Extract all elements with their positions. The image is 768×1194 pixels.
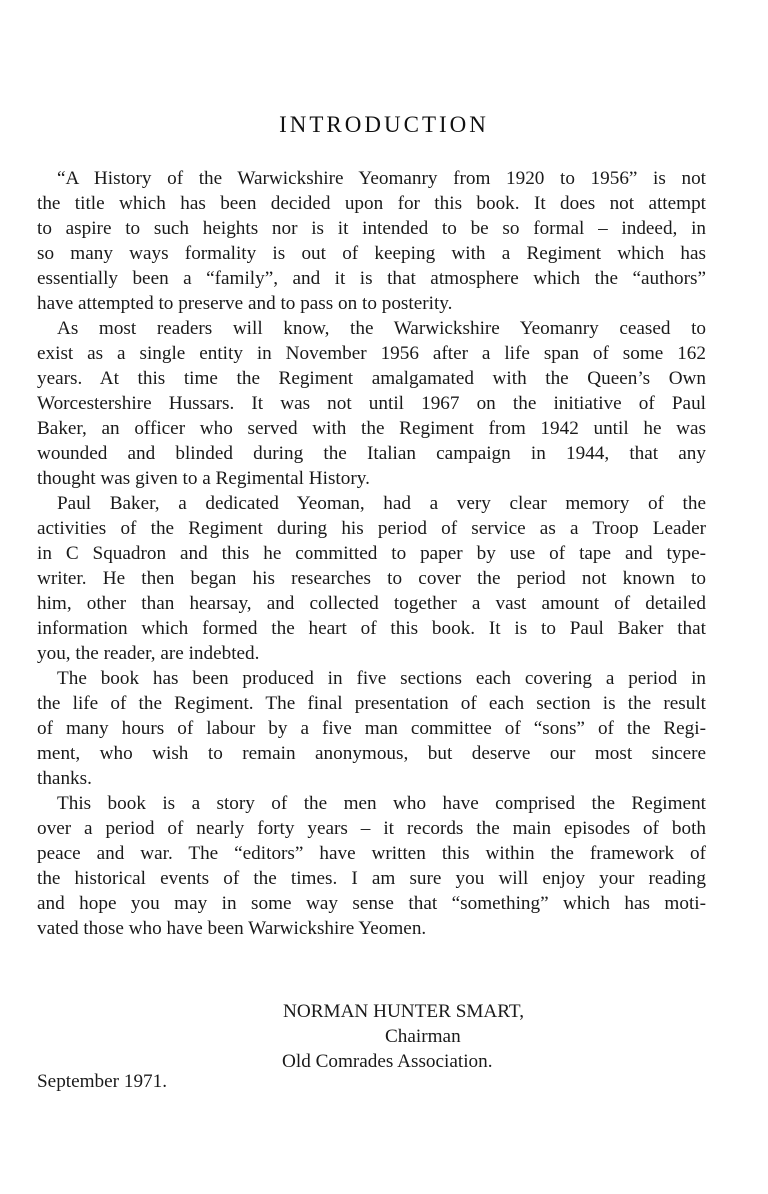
paragraph-line: in C Squadron and this he committed to paper by use of tape and type- bbox=[37, 543, 706, 564]
paragraph-line: the life of the Regiment. The final presentation of each section is the result bbox=[37, 693, 706, 714]
paragraph-line: writer. He then began his researches to cover the period not known to bbox=[37, 568, 706, 589]
document-date: September 1971. bbox=[37, 1071, 168, 1092]
paragraph-line: As most readers will know, the Warwickshire Yeomanry ceased to bbox=[57, 318, 706, 339]
paragraph bbox=[37, 166, 706, 316]
paragraph-line: information which formed the heart of this book. It is to Paul Baker that bbox=[37, 618, 706, 639]
paragraph-line: “A History of the Warwickshire Yeomanry from 1920 to 1956” is not bbox=[57, 168, 706, 189]
signatory-name: NORMAN HUNTER SMART, bbox=[283, 1001, 525, 1022]
paragraph bbox=[37, 666, 706, 791]
paragraph-line: activities of the Regiment during his period of service as a Troop Leader bbox=[37, 518, 706, 539]
paragraph-line: the historical events of the times. I am sure you will enjoy your reading bbox=[37, 868, 706, 889]
paragraph-line: so many ways formality is out of keeping with a Regiment which has bbox=[37, 243, 706, 264]
page-title: INTRODUCTION bbox=[279, 112, 489, 137]
paragraph-line: thought was given to a Regimental History. bbox=[37, 468, 370, 489]
paragraph-line: thanks. bbox=[37, 768, 92, 789]
paragraph-line: This book is a story of the men who have comprised the Regiment bbox=[57, 793, 706, 814]
paragraph-line: Baker, an officer who served with the Regiment from 1942 until he was bbox=[37, 418, 706, 439]
paragraph-line: years. At this time the Regiment amalgamated with the Queen’s Own bbox=[37, 368, 706, 389]
paragraph-line: The book has been produced in five sections each covering a period in bbox=[57, 668, 706, 689]
paragraph-line: of many hours of labour by a five man committee of “sons” of the Regi- bbox=[37, 718, 706, 739]
paragraph-line: the title which has been decided upon for this book. It does not attempt bbox=[37, 193, 706, 214]
paragraph bbox=[37, 791, 706, 941]
paragraph-line: ment, who wish to remain anonymous, but deserve our most sincere bbox=[37, 743, 706, 764]
paragraph-line: have attempted to preserve and to pass on to posterity. bbox=[37, 293, 453, 314]
paragraph-line: him, other than hearsay, and collected together a vast amount of detailed bbox=[37, 593, 706, 614]
paragraph-line: you, the reader, are indebted. bbox=[37, 643, 260, 664]
signatory-role: Chairman bbox=[385, 1026, 461, 1047]
signatory-organization: Old Comrades Association. bbox=[282, 1051, 493, 1072]
paragraph bbox=[37, 316, 706, 491]
paragraph-line: peace and war. The “editors” have written this within the framework of bbox=[37, 843, 706, 864]
paragraph bbox=[37, 491, 706, 666]
paragraph-line: essentially been a “family”, and it is that atmosphere which the “authors” bbox=[37, 268, 706, 289]
paragraph-line: wounded and blinded during the Italian campaign in 1944, that any bbox=[37, 443, 706, 464]
introduction-body bbox=[37, 166, 706, 941]
paragraph-line: Paul Baker, a dedicated Yeoman, had a very clear memory of the bbox=[57, 493, 706, 514]
paragraph-line: exist as a single entity in November 1956 after a life span of some 162 bbox=[37, 343, 706, 364]
paragraph-line: vated those who have been Warwickshire Yeomen. bbox=[37, 918, 427, 939]
paragraph-line: Worcestershire Hussars. It was not until 1967 on the initiative of Paul bbox=[37, 393, 706, 414]
paragraph-line: and hope you may in some way sense that “something” which has moti- bbox=[37, 893, 706, 914]
paragraph-line: over a period of nearly forty years – it records the main episodes of both bbox=[37, 818, 706, 839]
paragraph-line: to aspire to such heights nor is it intended to be so formal – indeed, in bbox=[37, 218, 706, 239]
